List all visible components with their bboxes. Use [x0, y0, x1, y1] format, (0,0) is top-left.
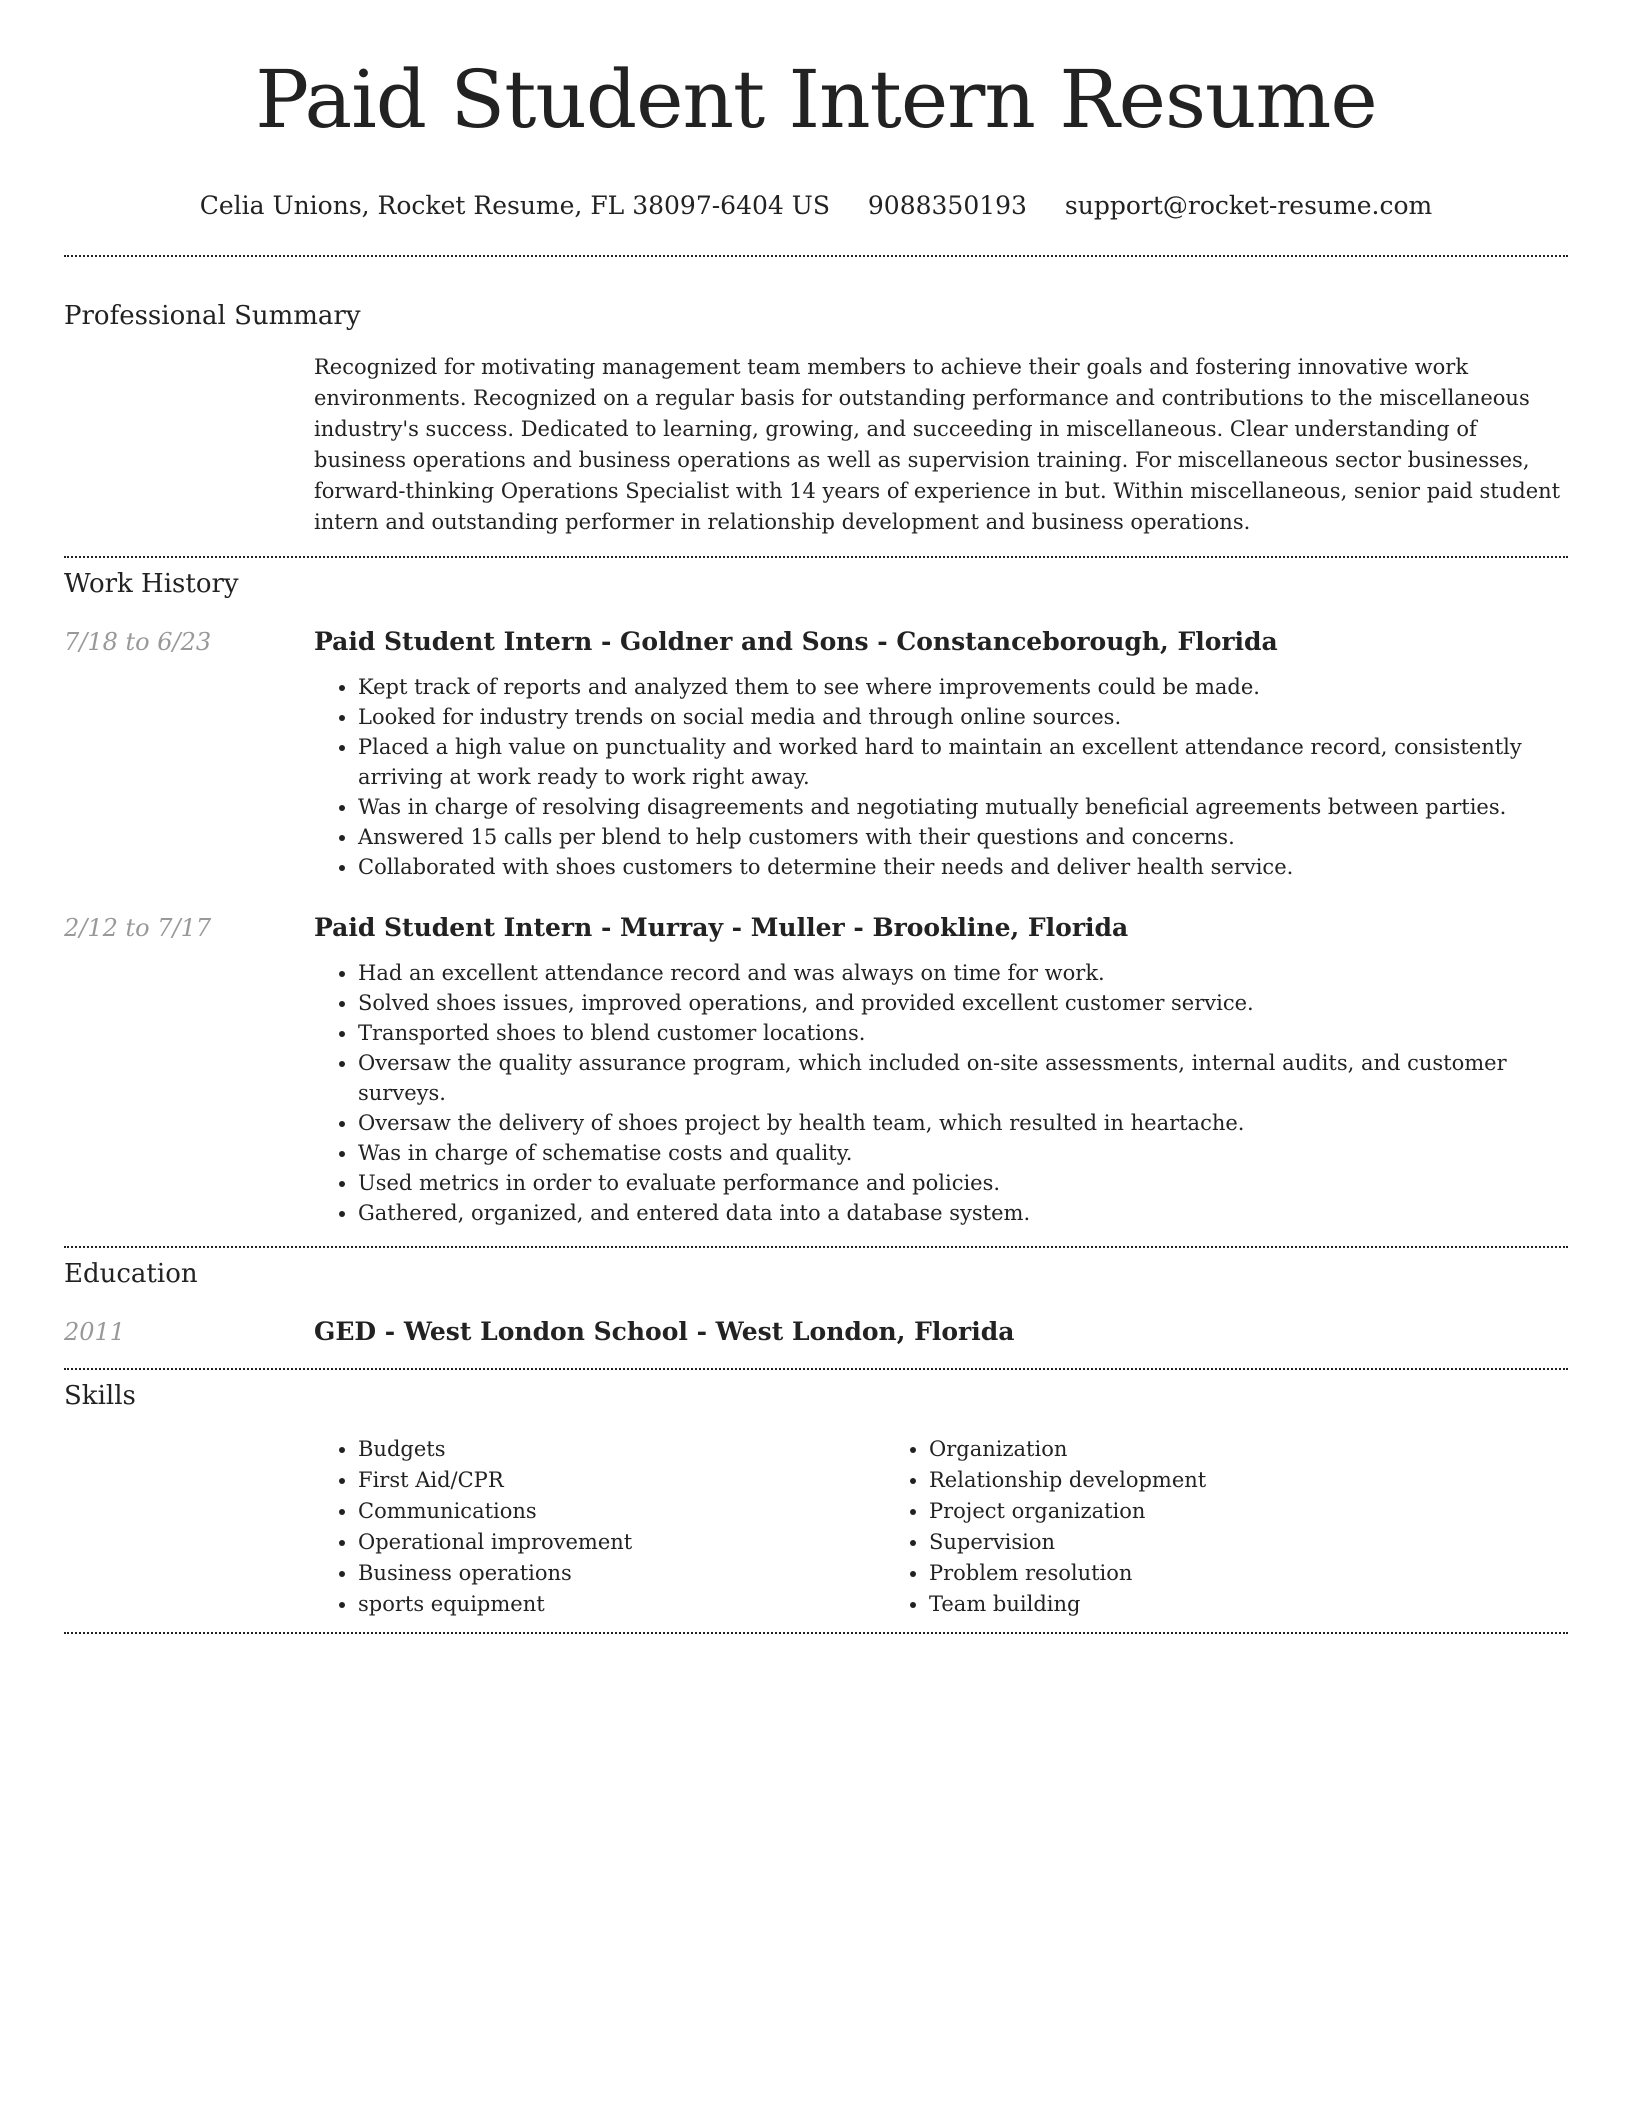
skill-item: • Supervision — [929, 1527, 1568, 1558]
skill-item: • Problem resolution — [929, 1558, 1568, 1589]
work-history-section — [64, 568, 1568, 1228]
divider — [64, 1632, 1568, 1634]
divider — [64, 556, 1568, 558]
contact-email: support@rocket-resume.com — [1064, 191, 1433, 220]
section-heading-skills: Skills — [64, 1381, 136, 1411]
summary-text: Recognized for motivating management team members to achieve their goals and fostering innovative work environments. Recognized on a regular basis for outstanding performance and contributions to the miscellaneous industry's success. Dedicated to learning, growing, and succeeding in miscellaneous. Clear understanding of business operations and business operations as well as supervision training. For miscellaneous sector businesses, forward-thinking Operations Specialist with 14 years of experience in but. Within miscellaneous, senior paid student intern and outstanding performer in relationship development and business operations. — [314, 355, 1561, 534]
divider — [64, 1246, 1568, 1248]
skill-item: • Business operations — [358, 1558, 885, 1589]
list-item: • Transported shoes to blend customer locations. — [358, 1018, 1568, 1048]
list-item: • Looked for industry trends on social media and through online sources. — [358, 702, 1568, 732]
skill-item: • Team building — [929, 1589, 1568, 1620]
section-heading-summary: Professional Summary — [64, 301, 361, 331]
job-bullets — [314, 958, 1568, 1228]
skill-item: • sports equipment — [358, 1589, 885, 1620]
section-heading-work: Work History — [64, 569, 239, 599]
resume-page — [64, 0, 1568, 1634]
summary-section — [64, 300, 1568, 538]
job-entry — [64, 912, 1568, 1228]
job-dates: 7/18 to 6/23 — [64, 628, 212, 656]
education-section — [64, 1258, 1568, 1348]
contact-address: Celia Unions, Rocket Resume, FL 38097-6404 US — [199, 191, 830, 220]
list-item: • Oversaw the delivery of shoes project by health team, which resulted in heartache. — [358, 1108, 1568, 1138]
skill-item: • First Aid/CPR — [358, 1465, 885, 1496]
contact-line — [64, 190, 1568, 222]
skills-column-left — [314, 1434, 885, 1620]
skills-list — [314, 1434, 1568, 1620]
education-title: GED - West London School - West London, Florida — [314, 1317, 1015, 1346]
skill-item: • Operational improvement — [358, 1527, 885, 1558]
list-item: • Collaborated with shoes customers to determine their needs and deliver health service. — [358, 852, 1568, 882]
list-item: • Kept track of reports and analyzed them to see where improvements could be made. — [358, 672, 1568, 702]
education-year: 2011 — [64, 1318, 126, 1346]
list-item: • Oversaw the quality assurance program, which included on-site assessments, internal audits, and customer surveys. — [358, 1048, 1568, 1108]
skills-section — [64, 1380, 1568, 1620]
list-item: • Placed a high value on punctuality and worked hard to maintain an excellent attendance record, consistently arriving at work ready to work right away. — [358, 732, 1568, 792]
skills-column-right — [885, 1434, 1568, 1620]
skill-item: • Project organization — [929, 1496, 1568, 1527]
skill-item: • Budgets — [358, 1434, 885, 1465]
list-item: • Had an excellent attendance record and was always on time for work. — [358, 958, 1568, 988]
list-item: • Was in charge of resolving disagreements and negotiating mutually beneficial agreements between parties. — [358, 792, 1568, 822]
skill-item: • Relationship development — [929, 1465, 1568, 1496]
job-entry — [64, 626, 1568, 882]
education-entry — [64, 1316, 1568, 1348]
list-item: • Was in charge of schematise costs and quality. — [358, 1138, 1568, 1168]
job-dates: 2/12 to 7/17 — [64, 914, 212, 942]
list-item: • Gathered, organized, and entered data into a database system. — [358, 1198, 1568, 1228]
list-item: • Answered 15 calls per blend to help customers with their questions and concerns. — [358, 822, 1568, 852]
skill-item: • Organization — [929, 1434, 1568, 1465]
contact-phone: 9088350193 — [867, 191, 1027, 220]
section-heading-education: Education — [64, 1259, 198, 1289]
resume-title: Paid Student Intern Resume — [255, 53, 1377, 146]
divider — [64, 1368, 1568, 1370]
skill-item: • Communications — [358, 1496, 885, 1527]
list-item: • Used metrics in order to evaluate performance and policies. — [358, 1168, 1568, 1198]
job-title: Paid Student Intern - Murray - Muller - Brookline, Florida — [314, 913, 1129, 942]
list-item: • Solved shoes issues, improved operations, and provided excellent customer service. — [358, 988, 1568, 1018]
job-title: Paid Student Intern - Goldner and Sons - Constanceborough, Florida — [314, 627, 1278, 656]
divider — [64, 255, 1568, 257]
job-bullets — [314, 672, 1568, 882]
